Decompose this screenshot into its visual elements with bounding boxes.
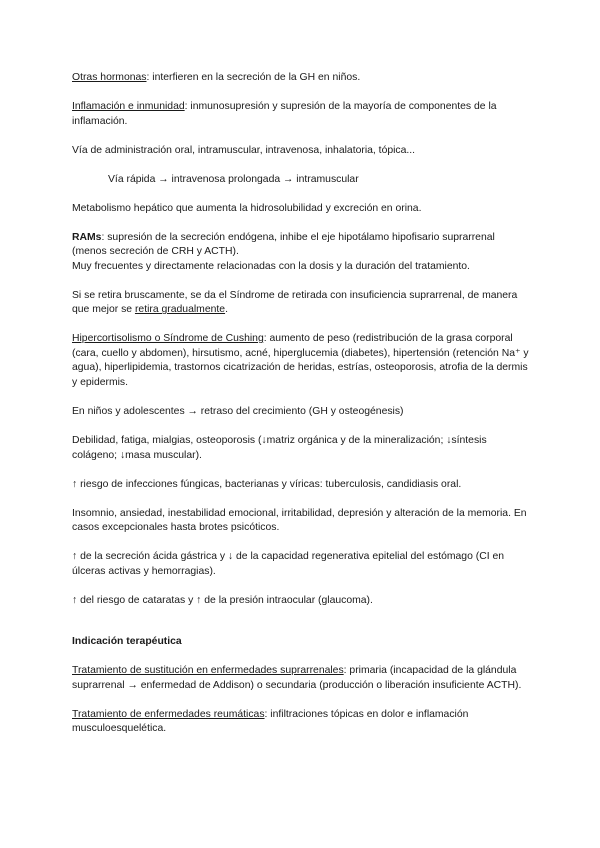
paragraph-debilidad: Debilidad, fatiga, mialgias, osteoporosis (↓matriz orgánica y de la mineralización; ↓síntesis colágeno; ↓masa muscular). xyxy=(72,435,487,461)
paragraph-text: : aumento de peso (redistribución de la grasa corporal (cara, cuello y abdomen), hirsutismo, acné, hiperglucemia (diabetes), hipertensión (retención Na⁺ y agua), hiperlipidemia, trastornos cicatrización de heridas, estrías, osteoporosis, atrofia de la dermis y epidermis. xyxy=(72,333,529,389)
paragraph-text-line2: Muy frecuentes y directamente relacionadas con la dosis y la duración del tratamiento. xyxy=(72,260,470,272)
term-label: Tratamiento de enfermedades reumáticas xyxy=(72,708,265,720)
paragraph-rams xyxy=(72,231,532,275)
document-page xyxy=(72,71,532,751)
paragraph-text: : infiltraciones tópicas en dolor e inflamación musculoesquelética. xyxy=(72,708,469,735)
paragraph-reumaticas xyxy=(72,708,532,737)
paragraph-ninos: En niños y adolescentes → retraso del crecimiento (GH y osteogénesis) xyxy=(72,406,404,418)
paragraph-retirada xyxy=(72,289,532,318)
term-label: Tratamiento de sustitución en enfermedades suprarrenales xyxy=(72,665,344,677)
term-label: RAMs xyxy=(72,231,102,243)
paragraph-cushing xyxy=(72,332,532,390)
paragraph-otras-hormonas xyxy=(72,71,532,86)
paragraph-via-rapida: Vía rápida → intravenosa prolongada → intramuscular xyxy=(108,173,359,185)
paragraph-sustitucion xyxy=(72,664,532,693)
paragraph-gastrica: ↑ de la secreción ácida gástrica y ↓ de la capacidad regenerativa epitelial del estómago (CI en úlceras activas y hemorragias). xyxy=(72,551,505,577)
term-label: Otras hormonas xyxy=(72,72,147,83)
paragraph-cataratas: ↑ del riesgo de cataratas y ↑ de la presión intraocular (glaucoma). xyxy=(72,594,373,606)
paragraph-end: . xyxy=(225,304,228,316)
paragraph-inflamacion xyxy=(72,100,532,129)
paragraph-insomnio: Insomnio, ansiedad, inestabilidad emocional, irritabilidad, depresión y alteración de la memoria. En casos excepcionales hasta brotes psicóticos. xyxy=(72,507,527,534)
underlined-text: retira gradualmente xyxy=(134,304,226,316)
paragraph-text: : inmunosupresión y supresión de la mayoría de componentes de la inflamación. xyxy=(72,100,497,127)
paragraph-metabolismo: Metabolismo hepático que aumenta la hidrosolubilidad y excreción en orina. xyxy=(72,202,422,214)
paragraph-text: Si se retira bruscamente, se da el Síndrome de retirada con insuficiencia suprarrenal, de manera que mejor se xyxy=(72,289,518,316)
term-label: Hipercortisolismo o Síndrome de Cushing xyxy=(72,333,264,345)
paragraph-text: : primaria (incapacidad de la glándula suprarrenal → enfermedad de Addison) o secundaria (producción o liberación insuficiente ACTH). xyxy=(72,665,522,691)
paragraph-text: : supresión de la secreción endógena, inhibe el eje hipotálamo hipofisario suprarrenal (menos secreción de CRH y ACTH). xyxy=(72,231,495,258)
term-label: Inflamación e inmunidad xyxy=(72,100,185,112)
paragraph-via-administracion: Vía de administración oral, intramuscular, intravenosa, inhalatoria, tópica... xyxy=(72,144,416,156)
paragraph-text: : interfieren en la secreción de la GH en niños. xyxy=(146,72,361,83)
section-heading: Indicación terapéutica xyxy=(72,636,182,648)
paragraph-infecciones: ↑ riesgo de infecciones fúngicas, bacterianas y víricas: tuberculosis, candidiasis oral. xyxy=(72,478,462,490)
